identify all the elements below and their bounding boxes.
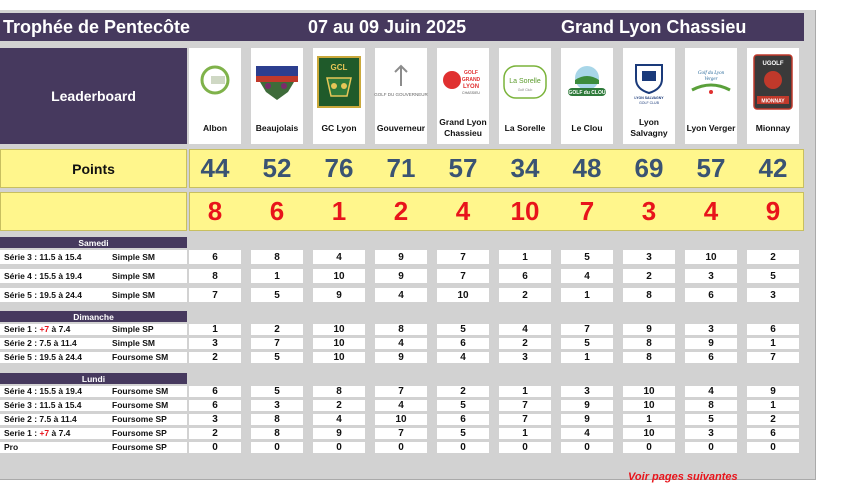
result-cell: 7	[437, 250, 489, 264]
albon-logo	[193, 52, 237, 112]
event-title: Trophée de Pentecôte	[3, 17, 191, 37]
svg-text:Golf du Lyon: Golf du Lyon	[697, 71, 725, 76]
club-name: GC Lyon	[321, 122, 357, 133]
result-cell: 4	[685, 386, 737, 397]
result-cell: 10	[623, 400, 675, 411]
result-cell: 10	[375, 414, 427, 425]
result-cell: 6	[437, 414, 489, 425]
result-cell: 8	[375, 324, 427, 335]
club-points: 34	[510, 153, 540, 183]
result-cell: 3	[189, 414, 241, 425]
club-name: Lyon Salvagny	[630, 117, 668, 138]
result-cell: 4	[313, 414, 365, 425]
format-label: Simple SM	[112, 338, 155, 348]
match-row-label	[0, 414, 187, 425]
result-cell: 9	[623, 324, 675, 335]
result-cell: 8	[623, 288, 675, 302]
leaderboard-sheet	[0, 10, 816, 483]
result-cell: 9	[561, 414, 613, 425]
mionnay-logo	[751, 52, 795, 112]
result-cell: 6	[499, 269, 551, 283]
club-column-header	[685, 48, 737, 144]
result-cell: 5	[561, 250, 613, 264]
result-cell: 5	[437, 400, 489, 411]
club-rank: 6	[269, 196, 285, 226]
match-row-label	[0, 428, 187, 439]
club-rank: 9	[765, 196, 781, 226]
format-label: Foursome SM	[112, 386, 169, 396]
result-cell: 1	[251, 269, 303, 283]
result-cell: 8	[623, 352, 675, 363]
club-rank: 4	[455, 196, 471, 226]
club-points: 57	[448, 153, 478, 183]
result-cell: 0	[189, 442, 241, 453]
handicap-plus: +7	[39, 324, 50, 334]
svg-text:CHASSIEU: CHASSIEU	[462, 91, 480, 95]
result-cell: 2	[747, 414, 799, 425]
result-cell: 4	[561, 269, 613, 283]
format-label: Simple SM	[112, 252, 155, 262]
result-cell: 3	[685, 269, 737, 283]
result-cell: 2	[189, 428, 241, 439]
result-cell: 3	[623, 250, 675, 264]
result-cell: 6	[189, 386, 241, 397]
serie-label: Serie 1 : +7 à 7.4	[4, 428, 71, 438]
result-cell: 1	[499, 386, 551, 397]
club-column-header	[251, 48, 303, 144]
serie-label: Série 4 : 15.5 à 19.4	[4, 271, 82, 281]
club-name: Mionnay	[755, 122, 791, 133]
result-cell: 10	[685, 250, 737, 264]
see-next-pages-note: Voir pages suivantes	[628, 471, 738, 483]
club-name: Albon	[202, 122, 228, 133]
result-cell: 7	[499, 414, 551, 425]
result-cell: 4	[375, 338, 427, 349]
svg-text:La Sorelle: La Sorelle	[509, 78, 541, 85]
club-column-header	[499, 48, 551, 144]
result-cell: 10	[313, 352, 365, 363]
club-rank: 8	[207, 196, 223, 226]
result-cell: 3	[685, 324, 737, 335]
club-name: Lyon Verger	[686, 122, 736, 133]
result-cell: 9	[747, 386, 799, 397]
svg-text:UGOLF: UGOLF	[762, 61, 784, 67]
match-row-label	[0, 386, 187, 397]
svg-text:GRAND: GRAND	[461, 77, 481, 83]
gc-lyon-logo	[317, 52, 361, 112]
club-rank: 7	[579, 196, 595, 226]
result-cell: 0	[251, 442, 303, 453]
result-cell: 2	[499, 338, 551, 349]
result-cell: 4	[375, 400, 427, 411]
result-cell: 1	[499, 250, 551, 264]
result-cell: 6	[685, 288, 737, 302]
day-header: Lundi	[0, 373, 187, 384]
result-cell: 3	[499, 352, 551, 363]
club-points: 44	[200, 153, 230, 183]
club-name: Grand Lyon Chassieu	[439, 117, 487, 138]
club-rank: 1	[331, 196, 347, 226]
club-column-header	[313, 48, 365, 144]
result-cell: 5	[251, 288, 303, 302]
result-cell: 0	[561, 442, 613, 453]
result-cell: 5	[747, 269, 799, 283]
serie-label: Serie 1 : +7 à 7.4	[4, 324, 71, 334]
grand-lyon-logo	[441, 52, 485, 112]
result-cell: 8	[251, 414, 303, 425]
result-cell: 1	[561, 288, 613, 302]
club-column-header	[437, 48, 489, 144]
result-cell: 2	[251, 324, 303, 335]
result-cell: 5	[685, 414, 737, 425]
format-label: Foursome SP	[112, 442, 167, 452]
svg-text:GOLF du CLOU: GOLF du CLOU	[568, 90, 606, 96]
result-cell: 0	[499, 442, 551, 453]
svg-text:Verger: Verger	[704, 77, 718, 82]
match-row-label	[0, 338, 187, 349]
format-label: Foursome SP	[112, 414, 167, 424]
serie-label: Série 4 : 15.5 à 19.4	[4, 386, 82, 396]
result-cell: 8	[189, 269, 241, 283]
la-sorelle-logo	[503, 52, 547, 112]
club-rank: 3	[641, 196, 657, 226]
club-column-header	[375, 48, 427, 144]
result-cell: 9	[375, 269, 427, 283]
result-cell: 7	[189, 288, 241, 302]
result-cell: 9	[685, 338, 737, 349]
event-venue: Grand Lyon Chassieu	[561, 17, 747, 37]
result-cell: 3	[747, 288, 799, 302]
result-cell: 1	[499, 428, 551, 439]
result-cell: 6	[437, 338, 489, 349]
result-cell: 4	[561, 428, 613, 439]
format-label: Simple SM	[112, 271, 155, 281]
le-clou-logo	[565, 52, 609, 112]
result-cell: 1	[561, 352, 613, 363]
result-cell: 6	[189, 400, 241, 411]
lyon-salvagny-logo	[627, 52, 671, 112]
result-cell: 1	[747, 338, 799, 349]
result-cell: 7	[437, 269, 489, 283]
event-dates: 07 au 09 Juin 2025	[308, 17, 467, 37]
format-label: Foursome SP	[112, 428, 167, 438]
result-cell: 8	[685, 400, 737, 411]
club-name: La Sorelle	[504, 122, 546, 133]
svg-text:MIONNAY: MIONNAY	[761, 98, 785, 105]
club-points: 42	[758, 153, 788, 183]
result-cell: 9	[375, 250, 427, 264]
gouverneur-logo	[374, 52, 428, 112]
club-column-header	[561, 48, 613, 144]
svg-text:LYON SALVAGNY: LYON SALVAGNY	[634, 96, 664, 100]
match-row-label	[0, 324, 187, 335]
result-cell: 2	[313, 400, 365, 411]
club-column-header	[189, 48, 241, 144]
club-rank: 2	[393, 196, 409, 226]
points-label: Points	[0, 149, 187, 188]
club-column-header	[623, 48, 675, 144]
format-label: Foursome SM	[112, 352, 169, 362]
match-row-label	[0, 288, 187, 302]
match-row-label	[0, 352, 187, 363]
result-cell: 0	[623, 442, 675, 453]
rank-label	[0, 192, 187, 231]
club-name: Gouverneur	[376, 122, 426, 133]
result-cell: 2	[623, 269, 675, 283]
result-cell: 0	[375, 442, 427, 453]
day-header: Samedi	[0, 237, 187, 248]
match-row-label	[0, 442, 187, 453]
result-cell: 5	[437, 428, 489, 439]
result-cell: 5	[561, 338, 613, 349]
result-cell: 2	[437, 386, 489, 397]
match-row-label	[0, 269, 187, 283]
result-cell: 8	[251, 250, 303, 264]
result-cell: 6	[189, 250, 241, 264]
result-cell: 9	[561, 400, 613, 411]
leaderboard-heading: Leaderboard	[0, 48, 187, 144]
result-cell: 0	[313, 442, 365, 453]
club-points: 48	[572, 153, 602, 183]
result-cell: 3	[685, 428, 737, 439]
result-cell: 6	[747, 428, 799, 439]
beaujolais-logo	[255, 52, 299, 112]
result-cell: 7	[561, 324, 613, 335]
club-points: 69	[634, 153, 664, 183]
format-label: Simple SM	[112, 290, 155, 300]
club-rank: 4	[703, 196, 719, 226]
match-row-label	[0, 250, 187, 264]
result-cell: 5	[251, 352, 303, 363]
result-cell: 5	[251, 386, 303, 397]
result-cell: 4	[375, 288, 427, 302]
result-cell: 8	[313, 386, 365, 397]
result-cell: 2	[189, 352, 241, 363]
result-cell: 5	[437, 324, 489, 335]
club-points: 76	[324, 153, 354, 183]
result-cell: 7	[747, 352, 799, 363]
result-cell: 2	[499, 288, 551, 302]
serie-label: Série 3 : 11.5 à 15.4	[4, 400, 82, 410]
club-points: 57	[696, 153, 726, 183]
result-cell: 1	[747, 400, 799, 411]
result-cell: 1	[189, 324, 241, 335]
result-cell: 4	[313, 250, 365, 264]
serie-label: Série 5 : 19.5 à 24.4	[4, 352, 82, 362]
svg-text:LYON: LYON	[462, 84, 480, 90]
result-cell: 7	[251, 338, 303, 349]
match-row-label	[0, 400, 187, 411]
result-cell: 0	[685, 442, 737, 453]
title-bar	[0, 13, 804, 41]
result-cell: 8	[251, 428, 303, 439]
result-cell: 10	[623, 386, 675, 397]
serie-label: Série 2 : 7.5 à 11.4	[4, 338, 77, 348]
result-cell: 6	[747, 324, 799, 335]
result-cell: 10	[313, 324, 365, 335]
result-cell: 10	[623, 428, 675, 439]
result-cell: 0	[747, 442, 799, 453]
result-cell: 10	[313, 269, 365, 283]
result-cell: 2	[747, 250, 799, 264]
day-header: Dimanche	[0, 311, 187, 322]
serie-label: Série 2 : 7.5 à 11.4	[4, 414, 77, 424]
svg-text:GOLF DU GOUVERNEUR: GOLF DU GOUVERNEUR	[374, 92, 428, 97]
result-cell: 3	[189, 338, 241, 349]
club-name: Beaujolais	[255, 122, 299, 133]
lyon-verger-logo	[689, 52, 733, 112]
format-label: Simple SP	[112, 324, 154, 334]
club-name: Le Clou	[571, 122, 603, 133]
serie-label: Série 3 : 11.5 à 15.4	[4, 252, 82, 262]
result-cell: 3	[251, 400, 303, 411]
result-cell: 9	[313, 288, 365, 302]
serie-label: Série 5 : 19.5 à 24.4	[4, 290, 82, 300]
svg-text:GCL: GCL	[330, 63, 348, 72]
svg-text:GOLF: GOLF	[464, 70, 478, 76]
result-cell: 7	[499, 400, 551, 411]
result-cell: 3	[561, 386, 613, 397]
result-cell: 8	[623, 338, 675, 349]
club-column-header	[747, 48, 799, 144]
handicap-plus: +7	[39, 428, 50, 438]
serie-label: Pro	[4, 442, 19, 452]
result-cell: 9	[313, 428, 365, 439]
result-cell: 7	[375, 428, 427, 439]
svg-text:Golf Club: Golf Club	[517, 88, 533, 92]
result-cell: 10	[313, 338, 365, 349]
result-cell: 0	[437, 442, 489, 453]
result-cell: 4	[437, 352, 489, 363]
svg-text:GOLF CLUB: GOLF CLUB	[639, 101, 659, 105]
result-cell: 1	[623, 414, 675, 425]
result-cell: 6	[685, 352, 737, 363]
club-points: 52	[262, 153, 292, 183]
result-cell: 4	[499, 324, 551, 335]
club-points: 71	[386, 153, 416, 183]
result-cell: 7	[375, 386, 427, 397]
club-rank: 10	[510, 196, 540, 226]
format-label: Foursome SM	[112, 400, 169, 410]
result-cell: 10	[437, 288, 489, 302]
result-cell: 9	[375, 352, 427, 363]
